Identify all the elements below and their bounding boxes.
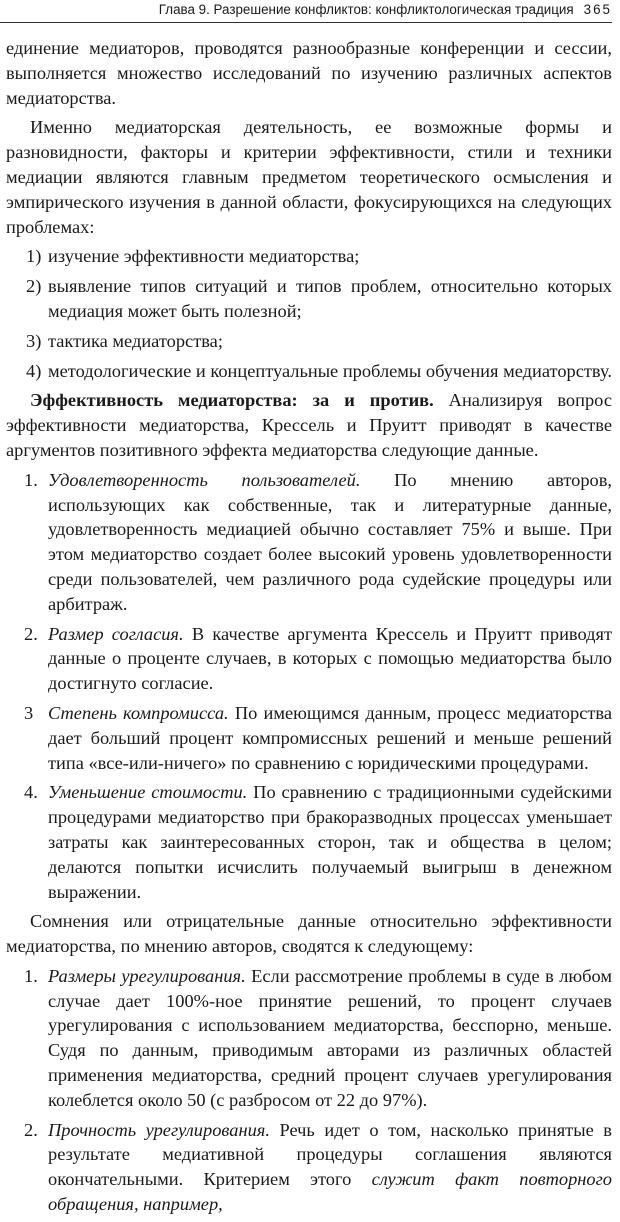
list-item-text: методологические и концептуальные проблемы обучения медиаторству.: [48, 360, 612, 381]
item-text: Если рассмотрение проблемы в суде в любом случае дает 100%-ное принятие решений, то процент случаев урегулирования с использованием медиаторства, бесспорно, меньше. Судя по данным, приводимым авторами из различных областей применения медиаторства, средний процент случаев урегулирования колеблется около 50 (с разбросом от 22 до 97%).: [48, 965, 612, 1110]
list-marker: 4): [26, 360, 42, 381]
pro-list-item: [6, 701, 612, 775]
list-item-text: тактика медиаторства;: [48, 330, 223, 351]
list-marker: 4.: [24, 782, 38, 803]
list-marker: 2.: [24, 1119, 38, 1140]
paragraph: Именно медиаторская деятельность, ее возможные формы и разновидности, факторы и критерии эффективности, стили и техники медиации являются главным предметом теоретического осмысления и эмпирического изучения в данной области, фокусирующихся на следующих проблемах:: [6, 117, 612, 237]
problem-list-item: [6, 329, 612, 354]
problem-list-item: [6, 244, 612, 269]
item-text: Речь идет о том, насколько принятые в результате медиативной процедуры соглашения являются окончательными. Критерием этого: [48, 1119, 612, 1190]
page-body: [6, 36, 612, 1222]
paragraph: [6, 388, 612, 462]
list-marker: 3: [24, 702, 34, 723]
list-marker: 2): [26, 276, 42, 297]
list-marker: 1.: [24, 965, 38, 986]
paragraph-text: Анализируя вопрос эффективности медиаторства, Крессель и Пруитт приводят в качестве аргументов позитивного эффекта медиаторства следующие данные.: [6, 390, 612, 460]
con-list-item: [6, 1118, 612, 1217]
item-text: По мнению авторов, использующих как собственные, так и литературные данные, удовлетворенность медиацией обычно составляет 75% и выше. При этом медиаторство создает более высокий уровень удовлетворенности среди пользователей, чем различного рода судейские процедуры или арбитраж.: [48, 469, 612, 614]
paragraph: единение медиаторов, проводятся разнообразные конференции и сессии, выполняется множество исследований по изучению различных аспектов медиаторства.: [6, 38, 612, 108]
item-text: В качестве аргумента Крессель и Пруитт приводят данные о проценте случаев, в которых с помощью медиаторства было достигнуто согласие.: [48, 623, 612, 694]
list-item-text: изучение эффективности медиаторства;: [48, 246, 360, 267]
item-text: По имеющимся данным, процесс медиаторства дает больший процент компромиссных решений и меньше решений типа «все-или-ничего» по сравнению с юридическими процедурами.: [48, 702, 613, 773]
item-title: Удовлетворенность пользователей.: [48, 469, 361, 490]
item-title: Размер согласия.: [48, 623, 184, 644]
page-number: 365: [583, 2, 612, 17]
item-title: Размеры урегулирования.: [48, 965, 246, 986]
problem-list-item: [6, 359, 612, 384]
pro-list-item: [6, 622, 612, 696]
problem-list-item: [6, 274, 612, 324]
item-text-italic: служит факт повторного обращения, например,: [48, 1169, 612, 1215]
running-title: Глава 9. Разрешение конфликтов: конфликтологическая традиция: [158, 2, 574, 17]
item-text: По сравнению с традиционными судейскими процедурами медиаторство при бракоразводных процессах уменьшает затраты как заинтересованных сторон, так и общества в целом; делаются попытки исчислить получаемый выигрыш в денежном выражении.: [48, 782, 612, 902]
list-marker: 1.: [24, 469, 38, 490]
list-marker: 2.: [24, 623, 38, 644]
item-title: Уменьшение стоимости.: [48, 782, 248, 803]
paragraph: Сомнения или отрицательные данные относительно эффективности медиаторства, по мнению авторов, сводятся к следующему:: [6, 911, 612, 957]
pro-list-item: [6, 468, 612, 617]
section-lead: Эффективность медиаторства: за и против.: [30, 390, 434, 411]
item-title: Степень компромисса.: [48, 702, 229, 723]
list-marker: 3): [26, 330, 42, 351]
running-header: [0, 0, 612, 23]
item-title: Прочность урегулирования.: [48, 1119, 270, 1140]
list-item-text: выявление типов ситуаций и типов проблем, относительно которых медиация может быть полезной;: [48, 276, 612, 321]
pro-list-item: [6, 780, 612, 904]
list-marker: 1): [26, 246, 42, 267]
con-list-item: [6, 964, 612, 1113]
